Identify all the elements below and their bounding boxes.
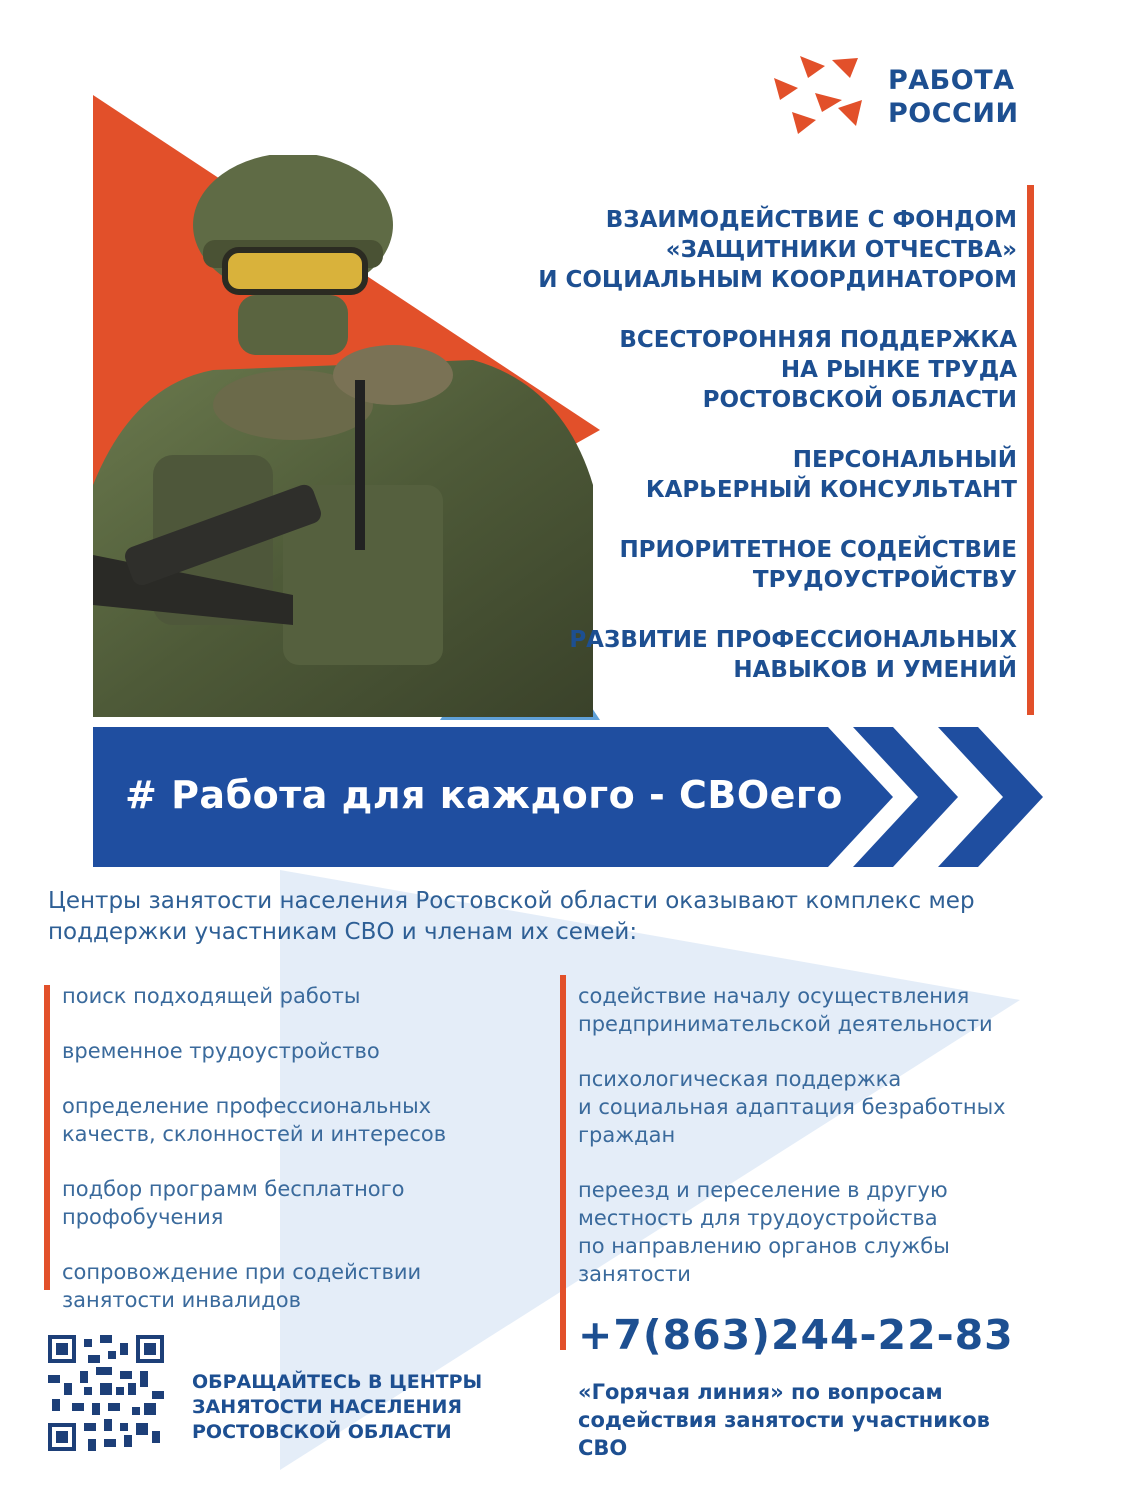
service-item: переезд и переселение в другую местность для трудоустройства по направлению органов службы занятости <box>578 1178 950 1286</box>
left-column-bar <box>44 985 50 1290</box>
benefit-item: ВЗАИМОДЕЙСТВИЕ С ФОНДОМ «ЗАЩИТНИКИ ОТЧЕСТВА» И СОЦИАЛЬНЫМ КООРДИНАТОРОМ <box>538 207 1017 293</box>
service-item: временное трудоустройство <box>62 1039 380 1063</box>
banner-slogan: # Работа для каждого - СВОего <box>125 773 843 817</box>
intro-text: Центры занятости населения Ростовской области оказывают комплекс мер поддержки участникам СВО и членам их семей: <box>48 888 975 945</box>
service-item: психологическая поддержка и социальная адаптация безработных граждан <box>578 1067 1006 1147</box>
service-item: определение профессиональных качеств, склонностей и интересов <box>62 1094 447 1146</box>
benefits-accent-bar <box>1027 185 1034 715</box>
services-left <box>62 982 532 1341</box>
service-item: подбор программ бесплатного профобучения <box>62 1177 405 1229</box>
benefit-item: ВСЕСТОРОННЯЯ ПОДДЕРЖКА НА РЫНКЕ ТРУДА РОСТОВСКОЙ ОБЛАСТИ <box>619 327 1017 413</box>
service-item: содействие началу осуществления предпринимательской деятельности <box>578 984 993 1036</box>
service-item: поиск подходящей работы <box>62 984 361 1008</box>
hotline-description: «Горячая линия» по вопросам содействия занятости участников СВО <box>578 1380 990 1460</box>
benefit-item: ПРИОРИТЕТНОЕ СОДЕЙСТВИЕ ТРУДОУСТРОЙСТВУ <box>619 537 1017 593</box>
contact-callout: ОБРАЩАЙТЕСЬ В ЦЕНТРЫ ЗАНЯТОСТИ НАСЕЛЕНИЯ РОСТОВСКОЙ ОБЛАСТИ <box>192 1371 483 1443</box>
benefit-item: РАЗВИТИЕ ПРОФЕССИОНАЛЬНЫХ НАВЫКОВ И УМЕНИЙ <box>569 627 1017 683</box>
benefits-list <box>457 205 1017 715</box>
qr-code <box>48 1333 164 1453</box>
service-item: сопровождение при содействии занятости инвалидов <box>62 1260 422 1312</box>
logo-line-2: РОССИИ <box>888 98 1019 129</box>
hotline-phone[interactable]: +7(863)244-22-83 <box>578 1311 1014 1359</box>
right-column-bar <box>560 975 566 1350</box>
logo-line-1: РАБОТА <box>888 65 1015 96</box>
logo-text <box>888 64 1019 130</box>
services-right <box>578 982 1078 1315</box>
benefit-item: ПЕРСОНАЛЬНЫЙ КАРЬЕРНЫЙ КОНСУЛЬТАНТ <box>645 447 1017 503</box>
